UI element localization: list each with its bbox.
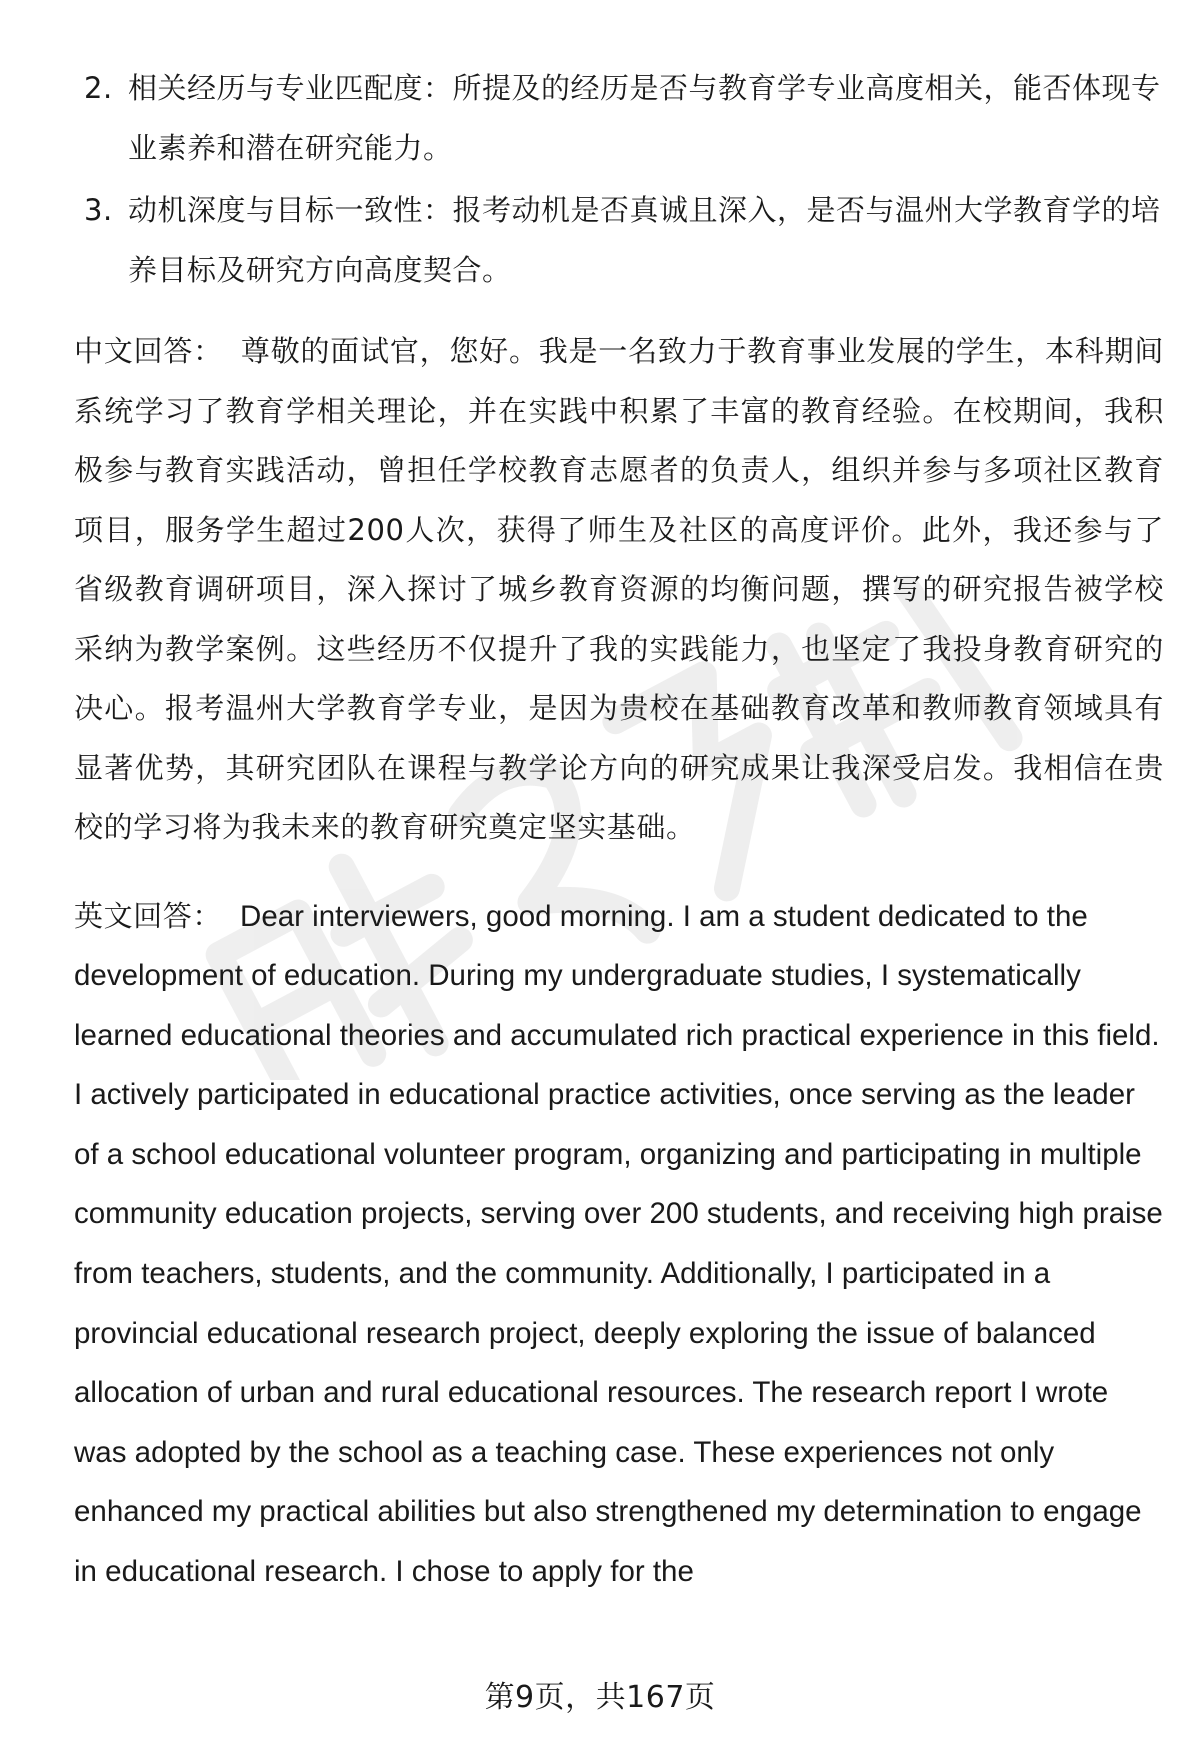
- chinese-answer-text: 尊敬的面试官，您好。我是一名致力于教育事业发展的学生，本科期间系统学习了教育学相关理论，并在实践中积累了丰富的教育经验。在校期间，我积极参与教育实践活动，曾担任学校教育志愿者的负责人，组织并参与多项社区教育项目，服务学生超过200人次，获得了师生及社区的高度评价。此外，我还参与了省级教育调研项目，深入探讨了城乡教育资源的均衡问题，撰写的研究报告被学校采纳为教学案例。这些经历不仅提升了我的实践能力，也坚定了我投身教育研究的决心。报考温州大学教育学专业，是因为贵校在基础教育改革和教师教育领域具有显著优势，其研究团队在课程与教学论方向的研究成果让我深受启发。我相信在贵校的学习将为我未来的教育研究奠定坚实基础。: [74, 334, 1164, 844]
- criteria-item-2: [74, 58, 1164, 178]
- english-answer-label: 英文回答：: [74, 898, 223, 933]
- page-number-footer: 第9页，共167页: [484, 1680, 716, 1715]
- criteria-item-3: [74, 180, 1164, 300]
- english-answer-paragraph: [74, 887, 1164, 1602]
- english-answer-text: Dear interviewers, good morning. I am a student dedicated to the development of education. During my undergraduate studies, I systematically learned educational theories and accumulated rich practical experience in this field. I actively participated in educational practice activities, once serving as the leader of a school educational volunteer program, organizing and participating in multiple community education projects, serving over 200 students, and receiving high praise from teachers, students, and the community. Additionally, I participated in a provincial educational research project, deeply exploring the issue of balanced allocation of urban and rural educational resources. The research report I wrote was adopted by the school as a teaching case. These experiences not only enhanced my practical abilities but also strengthened my determination to engage in educational research. I chose to apply for the: [74, 899, 1163, 1589]
- chinese-answer-paragraph: [74, 322, 1164, 858]
- chinese-answer-label: 中文回答：: [74, 334, 223, 368]
- criteria-item-number: 3.: [84, 193, 113, 227]
- criteria-item-number: 2.: [84, 71, 113, 105]
- criteria-item-text: 相关经历与专业匹配度：所提及的经历是否与教育学专业高度相关，能否体现专业素养和潜在研究能力。: [128, 71, 1161, 165]
- page-content: [74, 58, 1164, 1631]
- criteria-item-text: 动机深度与目标一致性：报考动机是否真诚且深入，是否与温州大学教育学的培养目标及研究方向高度契合。: [128, 193, 1161, 287]
- criteria-list: [74, 58, 1164, 300]
